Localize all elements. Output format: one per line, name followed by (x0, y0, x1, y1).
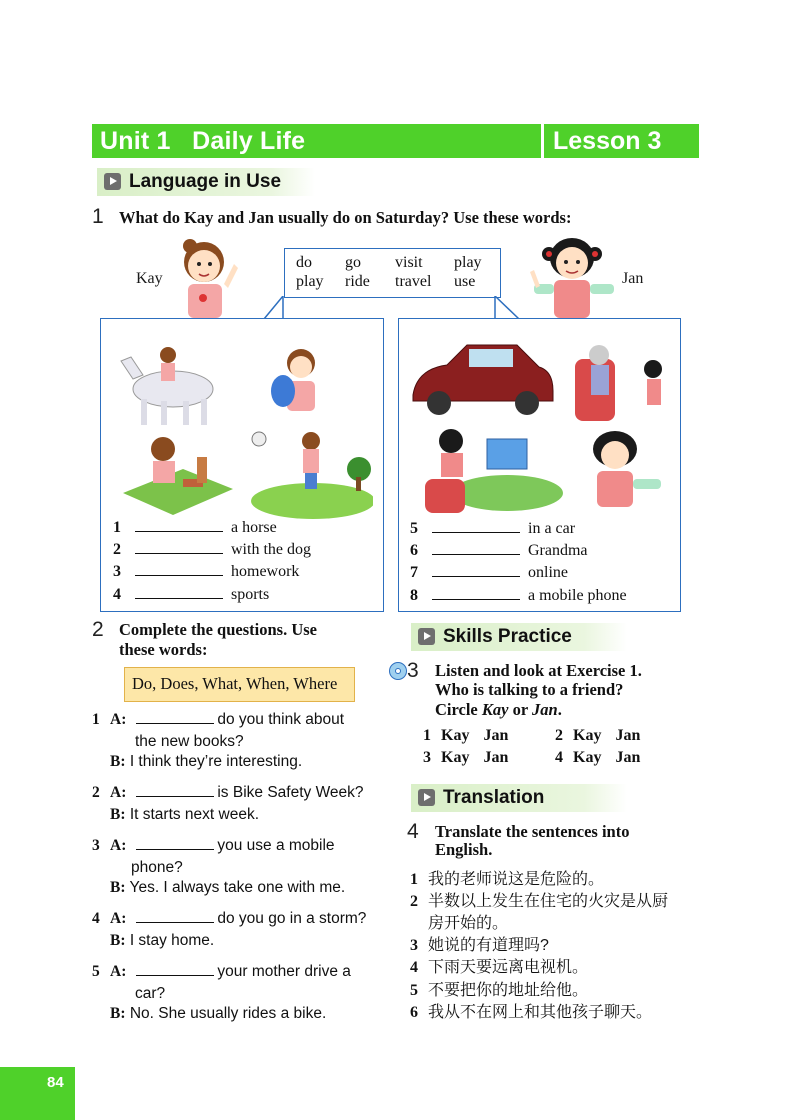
choice-jan[interactable]: Jan (483, 727, 509, 744)
jan-activities-panel (398, 318, 681, 612)
exercise-1-item: 8 a mobile phone (410, 587, 627, 604)
exercise-3-instruction: Circle Kay or Jan. (435, 700, 562, 719)
exercise-2-instruction: these words: (119, 640, 208, 659)
question-line: 2 A: is Bike Safety Week? (92, 784, 364, 801)
exercise-1-number: 1 (92, 205, 104, 228)
word: ride (345, 273, 370, 290)
translation-item: 1 我的老师说这是危险的。 (410, 871, 605, 888)
exercise-4-instruction: English. (435, 840, 493, 859)
question-line: 3 A: you use a mobile (92, 837, 335, 854)
question-line-cont: phone? (131, 859, 183, 876)
kay-activities-illustration (113, 329, 373, 521)
question-line: 5 A: your mother drive a (92, 963, 351, 980)
exercise-4-number: 4 (407, 820, 419, 843)
choice-kay[interactable]: Kay (441, 749, 470, 766)
word: do (296, 254, 312, 271)
choice-jan[interactable]: Jan (483, 749, 509, 766)
answer-blank[interactable] (432, 564, 520, 577)
exercise-1-item: 5 in a car (410, 520, 576, 537)
kay-label: Kay (136, 270, 163, 287)
exercise-1-item: 4 sports (113, 586, 270, 603)
translation-item: 3 她说的有道理吗? (410, 937, 549, 954)
play-icon (418, 628, 435, 645)
answer-line: B: I think they’re interesting. (110, 753, 303, 770)
choice-kay[interactable]: Kay (573, 749, 602, 766)
choice-jan[interactable]: Jan (615, 749, 641, 766)
answer-blank[interactable] (135, 563, 223, 576)
jan-activities-illustration (407, 329, 673, 521)
translation-item: 5 不要把你的地址给他。 (410, 982, 589, 999)
translation-item: 2 半数以上发生在住宅的火灾是从厨 (410, 893, 669, 910)
word-hint: Do, Does, What, When, Where (132, 674, 338, 693)
section-title-skills: Skills Practice (443, 626, 572, 647)
section-title-language: Language in Use (129, 171, 282, 192)
play-icon (104, 173, 121, 190)
section-banner-language (97, 168, 315, 196)
answer-blank[interactable] (135, 586, 223, 599)
answer-line: B: No. She usually rides a bike. (110, 1005, 327, 1022)
question-line-cont: car? (135, 985, 166, 1002)
word: go (345, 254, 361, 271)
jan-label: Jan (622, 270, 644, 287)
answer-blank[interactable] (135, 519, 223, 532)
answer-line: B: I stay home. (110, 932, 215, 949)
translation-item: 4 下雨天要远离电视机。 (410, 959, 589, 976)
question-line-cont: the new books? (135, 733, 244, 750)
exercise-1-instruction: What do Kay and Jan usually do on Saturday? Use these words: (119, 208, 572, 227)
answer-blank[interactable] (136, 837, 214, 850)
answer-line: B: Yes. I always take one with me. (110, 879, 346, 896)
answer-blank[interactable] (136, 910, 214, 923)
word: play (454, 254, 482, 271)
choice-row: 1 Kay Jan (423, 727, 509, 744)
choice-row: 2 Kay Jan (555, 727, 641, 744)
choice-kay[interactable]: Kay (573, 727, 602, 744)
choice-row: 3 Kay Jan (423, 749, 509, 766)
play-icon (418, 789, 435, 806)
word: travel (395, 273, 432, 290)
exercise-1-item: 2 with the dog (113, 541, 311, 558)
page-number: 84 (47, 1074, 64, 1091)
exercise-4-instruction: Translate the sentences into (435, 822, 630, 841)
answer-line: B: It starts next week. (110, 806, 260, 823)
translation-item: 6 我从不在网上和其他孩子聊天。 (410, 1004, 653, 1021)
exercise-3-instruction: Who is talking to a friend? (435, 680, 624, 699)
answer-blank[interactable] (136, 963, 214, 976)
exercise-1-item: 1 a horse (113, 519, 277, 536)
question-line: 4 A: do you go in a storm? (92, 910, 367, 927)
lesson-title: Lesson 3 (553, 127, 662, 155)
exercise-1-item: 3 homework (113, 563, 300, 580)
exercise-3-number: 3 (407, 659, 419, 682)
answer-blank[interactable] (136, 711, 214, 724)
answer-blank[interactable] (136, 784, 214, 797)
word: visit (395, 254, 423, 271)
exercise-3-instruction: Listen and look at Exercise 1. (435, 661, 642, 680)
word: use (454, 273, 476, 290)
audio-cd-icon[interactable] (389, 661, 407, 681)
kay-activities-panel (100, 318, 384, 612)
section-banner-skills (411, 623, 627, 651)
unit-title: Unit 1 Daily Life (100, 127, 306, 155)
answer-blank[interactable] (135, 541, 223, 554)
header-divider (541, 124, 544, 158)
exercise-2-number: 2 (92, 618, 104, 641)
exercise-1-item: 7 online (410, 564, 568, 581)
answer-blank[interactable] (432, 587, 520, 600)
question-line: 1 A: do you think about (92, 711, 345, 728)
choice-row: 4 Kay Jan (555, 749, 641, 766)
word-box (284, 248, 501, 298)
choice-kay[interactable]: Kay (441, 727, 470, 744)
section-banner-translation (411, 784, 627, 812)
translation-item: 房开始的。 (428, 915, 509, 932)
word: play (296, 273, 324, 290)
word-hint-box (124, 667, 355, 702)
exercise-1-item: 6 Grandma (410, 542, 588, 559)
answer-blank[interactable] (432, 520, 520, 533)
choice-jan[interactable]: Jan (615, 727, 641, 744)
section-title-translation: Translation (443, 787, 545, 808)
exercise-2-instruction: Complete the questions. Use (119, 620, 317, 639)
answer-blank[interactable] (432, 542, 520, 555)
